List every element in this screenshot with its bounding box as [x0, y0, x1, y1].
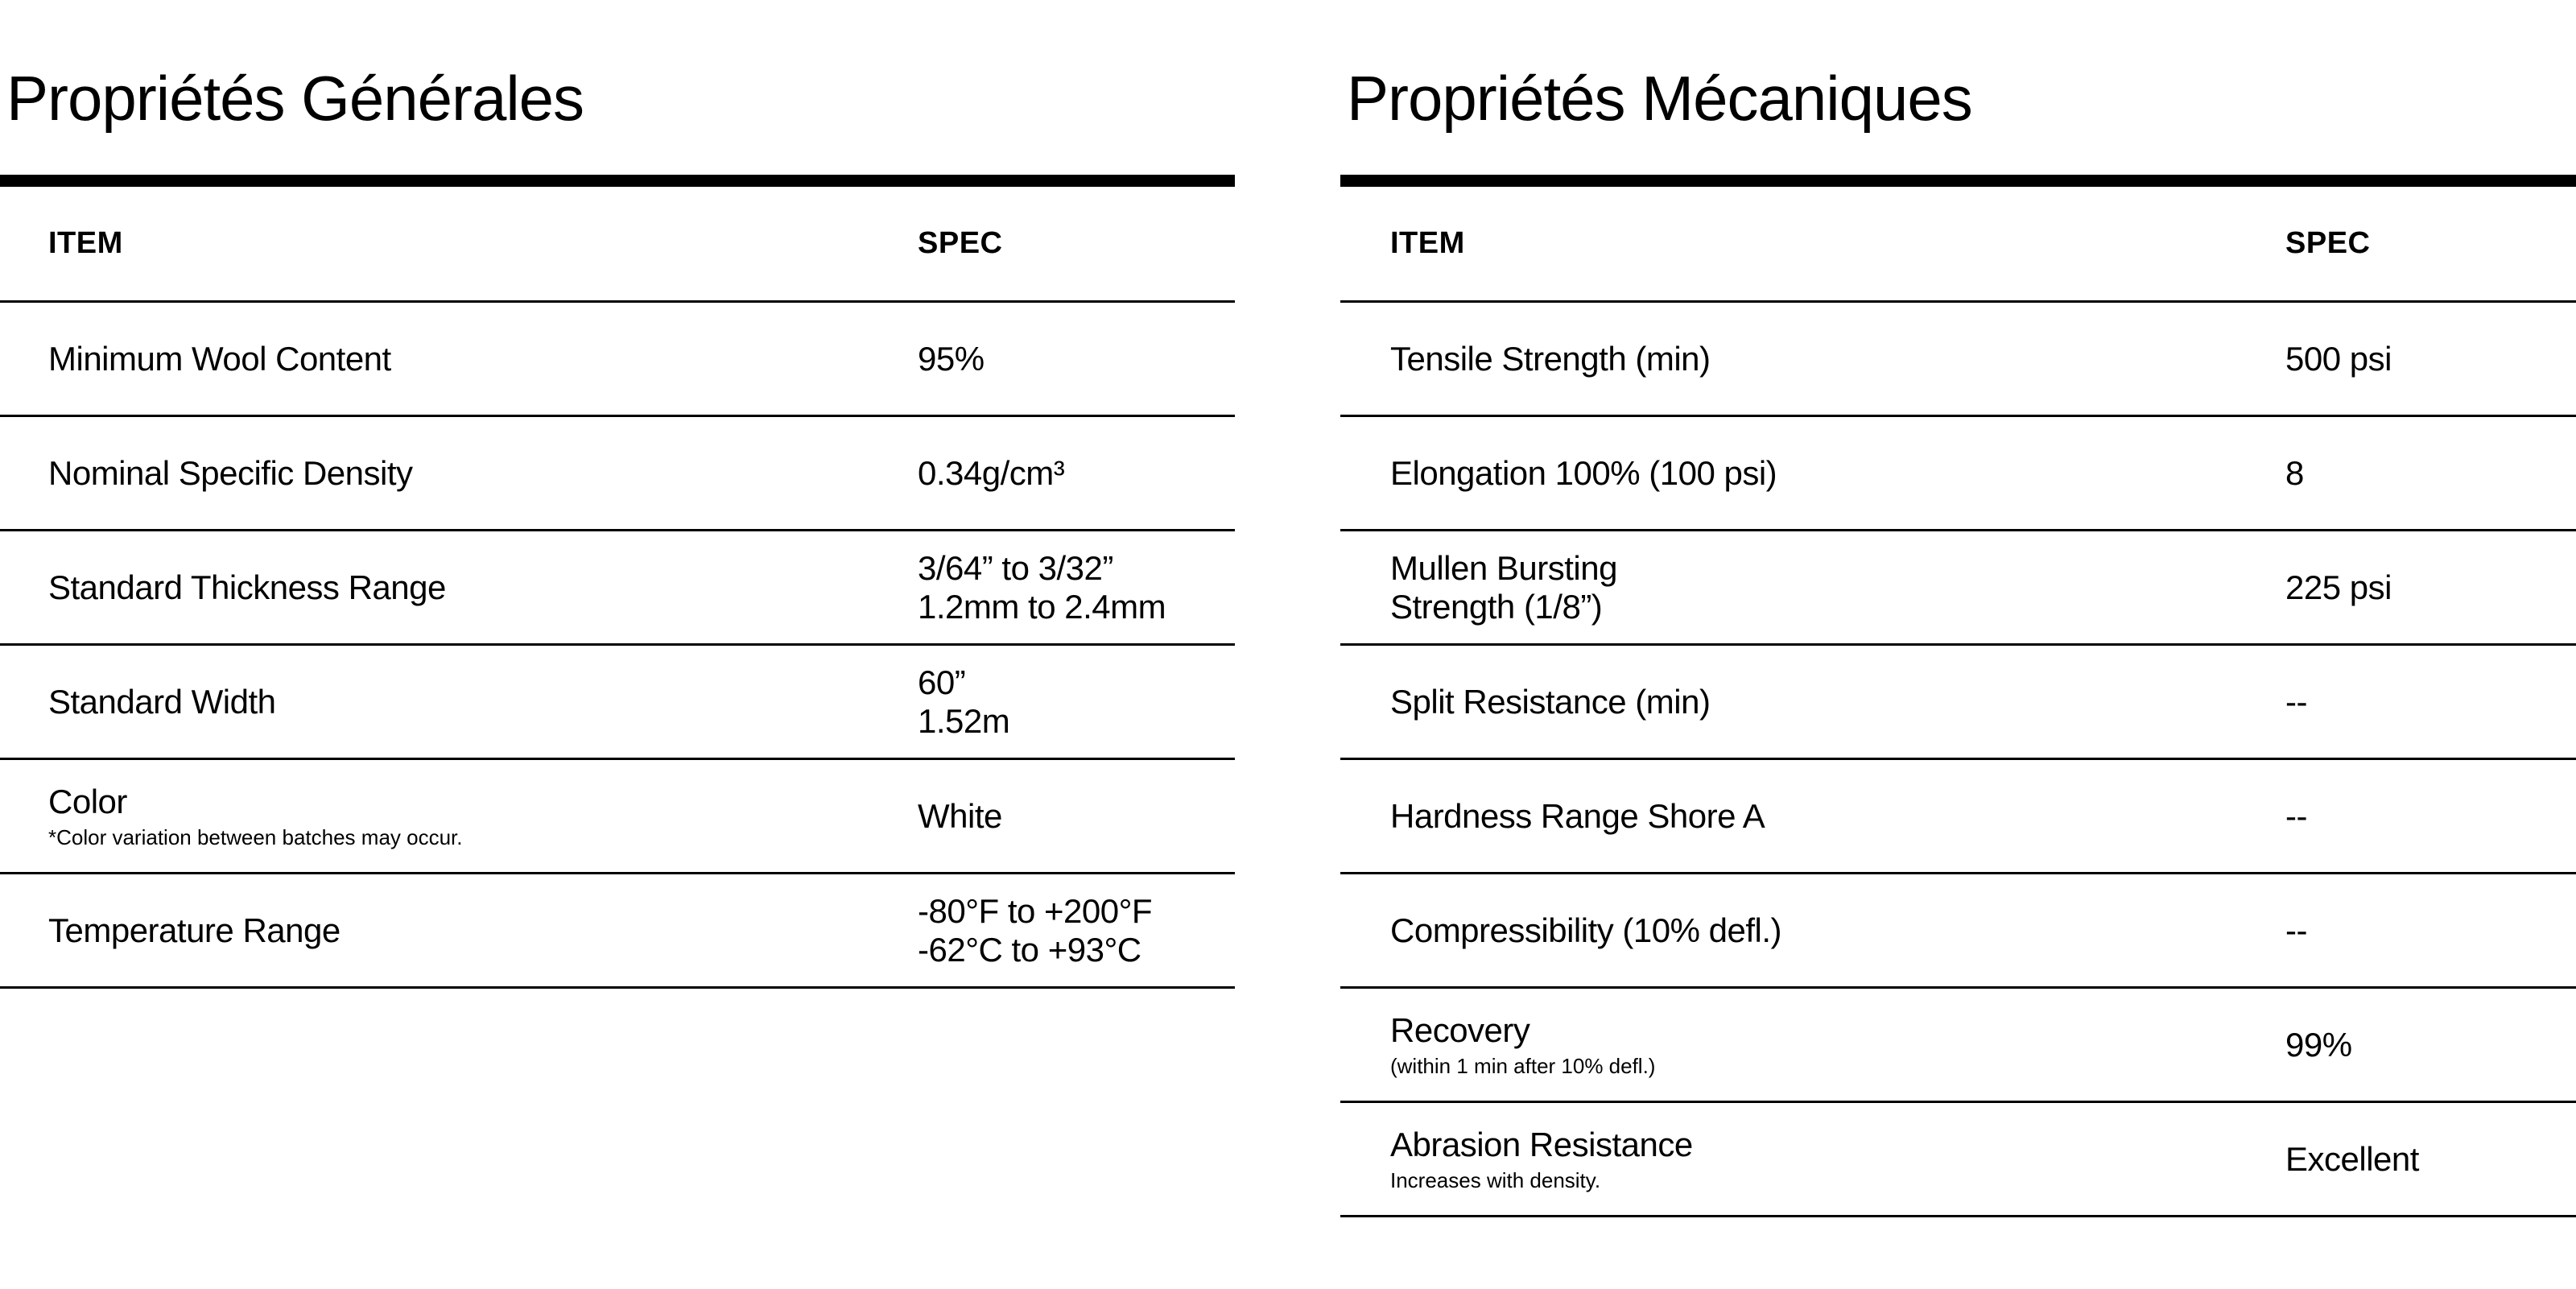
table-row — [1340, 417, 2576, 531]
item-cell — [1340, 911, 2285, 950]
item-label-line: Standard Width — [48, 682, 276, 721]
item-label — [48, 783, 918, 821]
table-top-bar — [0, 175, 1235, 187]
item-label-line: Mullen Bursting — [1390, 548, 1617, 587]
item-cell — [0, 683, 918, 721]
spec-value-line: 500 psi — [2285, 339, 2392, 378]
item-label — [48, 911, 918, 950]
item-cell — [1340, 454, 2285, 493]
spec-value-line: 0.34g/cm³ — [918, 453, 1065, 492]
item-label-line: Minimum Wool Content — [48, 339, 391, 378]
item-label — [1390, 340, 2285, 378]
general-properties-table — [0, 0, 1235, 989]
item-label — [48, 683, 918, 721]
spec-value — [2285, 1140, 2576, 1179]
table-header-row — [1340, 187, 2576, 303]
column-header-spec: SPEC — [2285, 226, 2371, 260]
item-label — [1390, 1011, 2285, 1050]
table-row — [1340, 646, 2576, 760]
table-title: Propriétés Générales — [6, 63, 584, 134]
item-label-line: Nominal Specific Density — [48, 453, 413, 492]
item-cell — [0, 911, 918, 950]
item-footnote: *Color variation between batches may occur. — [48, 824, 463, 849]
item-cell — [1340, 683, 2285, 721]
table-top-bar — [1340, 175, 2576, 187]
spec-value-line: -80°F to +200°F — [918, 891, 1153, 930]
table-row — [1340, 531, 2576, 646]
spec-value — [918, 340, 1235, 378]
item-cell — [1340, 1011, 2285, 1079]
spec-value — [918, 549, 1235, 626]
item-label-line: Split Resistance (min) — [1390, 682, 1711, 721]
table-header-row — [0, 187, 1235, 303]
item-cell — [0, 783, 918, 850]
item-cell — [0, 454, 918, 493]
item-label-line: Compressibility (10% defl.) — [1390, 911, 1781, 949]
item-label-line: Tensile Strength (min) — [1390, 339, 1711, 378]
item-label-line: Color — [48, 782, 127, 820]
table-row — [1340, 760, 2576, 874]
item-cell — [1340, 340, 2285, 378]
spec-value — [2285, 1026, 2576, 1064]
column-header-spec: SPEC — [918, 226, 1003, 260]
column-header-item: ITEM — [48, 226, 123, 260]
table-row — [1340, 1103, 2576, 1217]
spec-value-line: 3/64” to 3/32” — [918, 548, 1113, 587]
table-row — [0, 417, 1235, 531]
table-body — [0, 303, 1235, 989]
spec-value-line: 1.2mm to 2.4mm — [918, 587, 1166, 626]
spec-value-line: -- — [2285, 911, 2307, 949]
table-row — [0, 874, 1235, 989]
spec-value — [2285, 911, 2576, 950]
item-label — [48, 454, 918, 493]
item-label — [1390, 797, 2285, 836]
column-header-item: ITEM — [1390, 226, 1465, 260]
table-row — [0, 760, 1235, 874]
spec-value-line: 8 — [2285, 453, 2304, 492]
table-row — [1340, 874, 2576, 989]
spec-value-line: 225 psi — [2285, 568, 2392, 606]
item-label-line: Temperature Range — [48, 911, 341, 949]
table-row — [1340, 989, 2576, 1103]
table-row — [0, 646, 1235, 760]
item-label — [48, 340, 918, 378]
item-label — [1390, 549, 2285, 626]
table-title: Propriétés Mécaniques — [1347, 63, 1972, 134]
spec-value-line: 99% — [2285, 1025, 2352, 1064]
spec-value-line: 60” — [918, 663, 966, 701]
item-label — [1390, 911, 2285, 950]
spec-value-line: -- — [2285, 682, 2307, 721]
spec-value-line: -62°C to +93°C — [918, 930, 1141, 969]
spec-value — [918, 663, 1235, 741]
item-footnote: (within 1 min after 10% defl.) — [1390, 1053, 1656, 1078]
spec-value-line: White — [918, 796, 1002, 835]
item-label-line: Abrasion Resistance — [1390, 1125, 1693, 1163]
item-label — [1390, 683, 2285, 721]
spec-value-line: Excellent — [2285, 1139, 2419, 1178]
item-label-line: Strength (1/8”) — [1390, 587, 1603, 626]
spec-value — [2285, 568, 2576, 607]
spec-value — [2285, 797, 2576, 836]
spec-value — [2285, 454, 2576, 493]
item-label-line: Hardness Range Shore A — [1390, 796, 1765, 835]
spec-value — [918, 892, 1235, 969]
spec-value — [2285, 340, 2576, 378]
spec-value-line: -- — [2285, 796, 2307, 835]
item-label — [1390, 1126, 2285, 1164]
spec-value — [918, 797, 1235, 836]
item-label — [48, 568, 918, 607]
item-cell — [0, 340, 918, 378]
item-label-line: Standard Thickness Range — [48, 568, 446, 606]
mechanical-properties-table — [1340, 0, 2576, 1217]
table-row — [0, 531, 1235, 646]
spec-value — [2285, 683, 2576, 721]
spec-value-line: 1.52m — [918, 701, 1010, 740]
spec-value — [918, 454, 1235, 493]
item-footnote: Increases with density. — [1390, 1167, 1601, 1192]
table-row — [0, 303, 1235, 417]
item-label-line: Recovery — [1390, 1010, 1530, 1049]
item-cell — [0, 568, 918, 607]
table-body — [1340, 303, 2576, 1217]
item-cell — [1340, 549, 2285, 626]
item-cell — [1340, 1126, 2285, 1193]
item-cell — [1340, 797, 2285, 836]
item-label-line: Elongation 100% (100 psi) — [1390, 453, 1777, 492]
spec-value-line: 95% — [918, 339, 985, 378]
item-label — [1390, 454, 2285, 493]
table-row — [1340, 303, 2576, 417]
